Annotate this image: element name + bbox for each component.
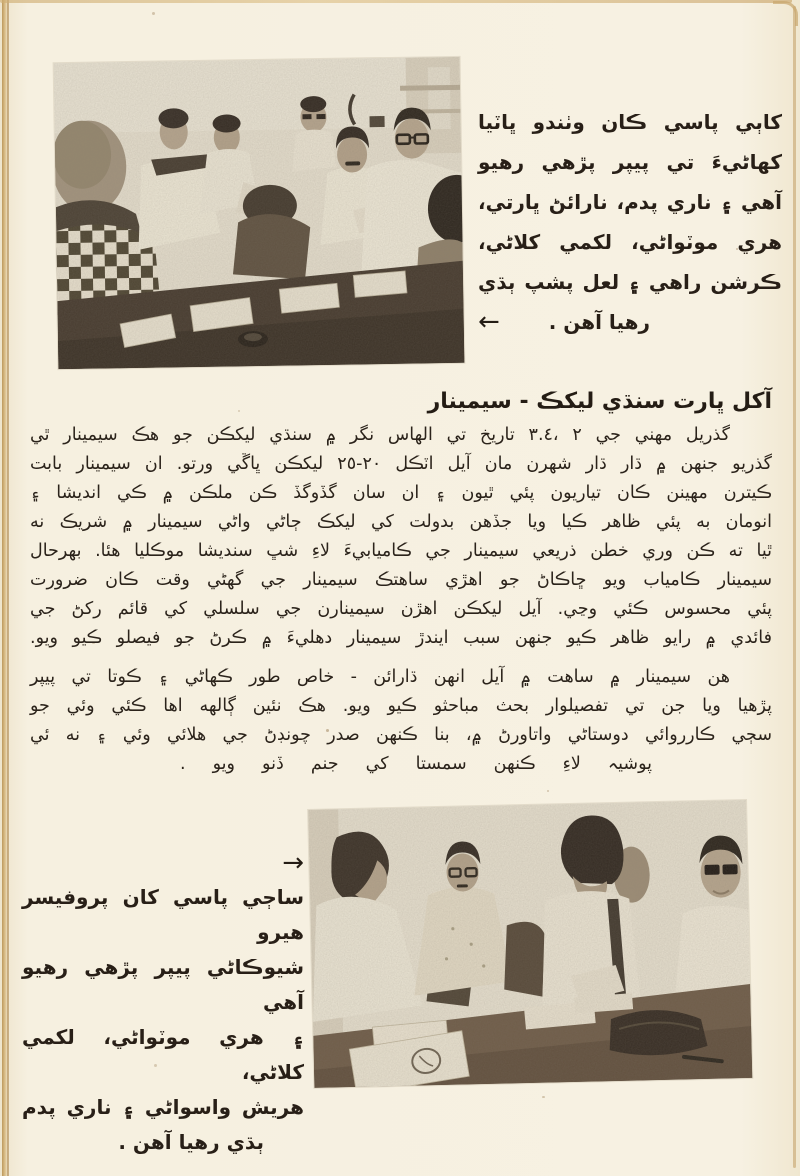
caption-last-line xyxy=(478,302,782,342)
caption-arrow-row xyxy=(22,850,304,880)
caption-line: هريش واسواڻي ۽ ناري پدم xyxy=(22,1095,304,1119)
caption-line: ۽ هري موٽواڻي، لکمي کلاڻي، xyxy=(22,1025,304,1084)
caption-line: هري موٽواڻي، لکمي کلاڻي، xyxy=(478,230,782,254)
photo-illustration xyxy=(308,800,752,1088)
photo-seminar-group xyxy=(54,57,465,369)
body-line: فائدي ۾ رايو ظاهر ڪيو جنهن سبب ايندڙ سيمينار دهليءَ ۾ ڪرڻ جو فيصلو ڪيو ويو. xyxy=(30,628,772,648)
photo-paper-reading xyxy=(308,800,752,1088)
caption-line: کاٻي پاسي ڪان وٺندو ڀاٽيا xyxy=(478,110,782,134)
paper-speck xyxy=(547,790,549,792)
body-line: گذريو جنهن ۾ ڌار ڌار شهرن مان آيل اٽڪل ٢٠-٢٥ ليکڪن ڀاڱي ورتو. ان سيمينار بابت xyxy=(30,454,772,474)
body-line: ڪيترن مهينن ڪان تياريون پئي ٿيون ۽ ان سان گڏوگڏ ڪن ملڪن ۾ ڪي انديشا ۽ xyxy=(30,483,772,503)
body-line: گذريل مهني جي ٢ ،٣.٤ تاريخ تي الهاس نگر ۾ سنڌي ليکڪن جو هڪ سيمينار ٿي xyxy=(30,425,730,445)
paper-speck xyxy=(152,12,155,15)
caption-last-line: ٻڌي رهيا آهن . xyxy=(118,1130,264,1154)
body-line: انومان به پئي ظاهر ڪيا ويا جڏهن بدولت کي ليکڪ ڄاڻي واڻي سيمينار ۾ شريڪ نه xyxy=(30,512,772,532)
page-right-edge xyxy=(793,6,796,1168)
page-left-edge-line xyxy=(7,0,9,1176)
caption-line: رهيا آهن . xyxy=(548,310,650,334)
caption-line: کهاڻيءَ تي پيپر پڙهي رهيو xyxy=(478,150,782,174)
photo-top-caption xyxy=(478,102,782,342)
body-line: سيمينار ڪامياب ويو ڇاڪاڻ جو اهڙي ساهتڪ سيمينار جي گهڻي وقت ڪان ضرورت xyxy=(30,570,772,590)
article-title: آکل ڀارت سنڌي ليکڪ - سيمينار xyxy=(427,388,772,414)
body-line: هن سيمينار ۾ ساهت ۾ آيل انهن ڌارائن - خاص طور ڪهاڻي ۽ ڪوتا تي پيپر xyxy=(30,667,730,687)
caption-line: ساڄي پاسي کان پروفيسر هيرو xyxy=(22,885,304,944)
caption-line: شيوڪاڻي پيپر پڙهي رهيو آهي xyxy=(22,955,304,1014)
paper-speck xyxy=(542,1096,545,1098)
article-paragraph-1 xyxy=(30,421,772,653)
photo-illustration xyxy=(54,57,465,369)
paper-speck xyxy=(238,410,240,412)
article-paragraph-2 xyxy=(30,663,772,779)
photo-bottom-caption xyxy=(22,850,304,1160)
page-top-edge xyxy=(0,0,792,3)
body-line: سڄي ڪارروائي دوستاڻي واتاورڻ ۾، بنا ڪنهن صدر چونڊڻ جي هلائي وئي ۽ نه ئي xyxy=(30,725,772,745)
page-corner xyxy=(773,1,798,26)
body-line: پڙهيا ويا جن تي تفصيلوار بحث مباحثو ڪيو ويو. هڪ نئين ڳالهه اها ڪئي وئي جو xyxy=(30,696,772,716)
body-line: پوشيہ لاءِ ڪنهن سمستا کي جنم ڏنو ويو . xyxy=(180,754,652,774)
caption-line: ڪرشن راهي ۽ لعل پشپ ٻڌي xyxy=(478,270,782,294)
body-line: پئي محسوس ڪئي وڃي. آيل ليکڪن اهڙن سيمينارن جي سلسلي کي قائم رکڻ جي xyxy=(30,599,772,619)
body-line: ٿيا ته ڪن وري خطن ذريعي سيمينار جي ڪاميابيءَ لاءِ شڀ سنديشا موڪليا هئا. بهرحال xyxy=(30,541,772,561)
right-arrow-icon: → xyxy=(282,848,304,878)
left-arrow-icon: ← xyxy=(478,307,500,337)
caption-line: آهي ۽ ناري پدم، نارائڻ ڀارتي، xyxy=(478,190,782,214)
